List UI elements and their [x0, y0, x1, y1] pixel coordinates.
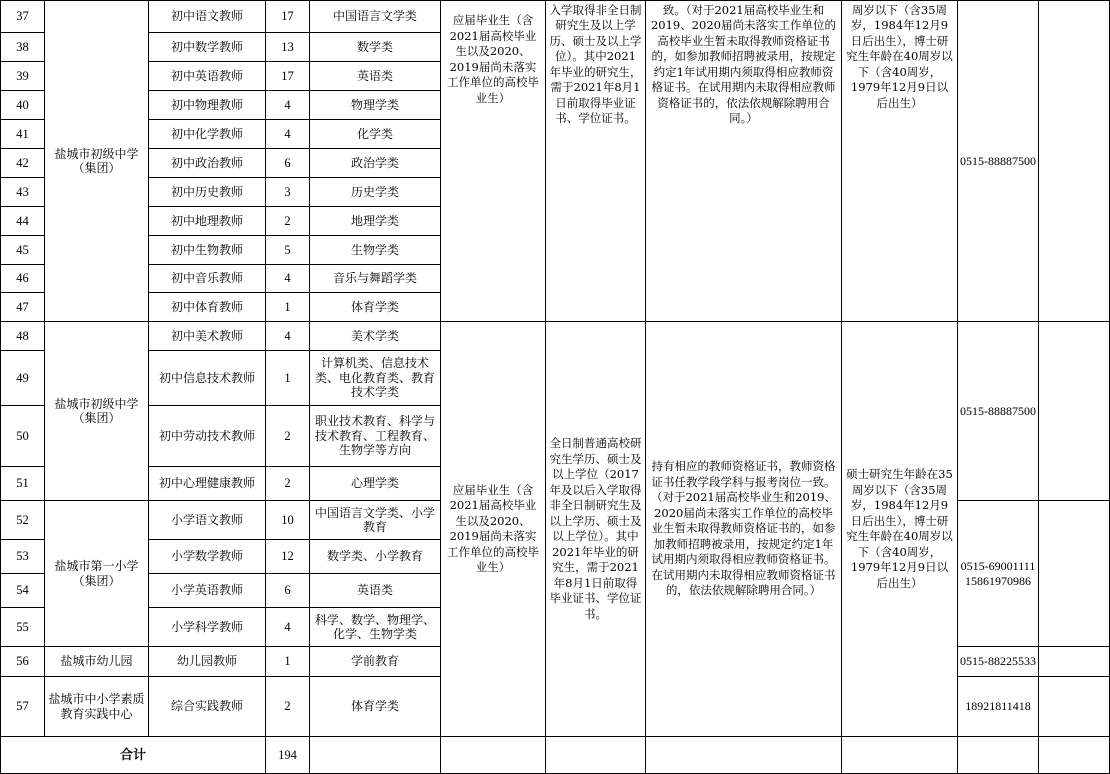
post-count-text: 12: [281, 549, 294, 563]
major-requirement: [309, 90, 441, 120]
education-requirement-text: 全日制普通高校研究生学历、硕士及以上学位（2017年及以后入学取得非全日制研究生及以上学历、硕士及以上学位）。其中2021年毕业的研究生，需于2021年8月1日前取得毕业证书、学位证书。: [549, 436, 642, 621]
major-requirement: [309, 676, 441, 737]
post-count: [265, 292, 310, 322]
post-name: [148, 0, 266, 33]
row-number-text: 54: [16, 583, 29, 597]
recruit-object-text: 应届毕业生（含2021届高校毕业生以及2020、2019届尚未落实工作单位的高校毕业生）: [447, 482, 539, 574]
post-count-text: 4: [284, 97, 291, 112]
post-count: [265, 539, 310, 574]
row-number: [0, 235, 45, 265]
major-requirement-text: 心理学类: [350, 476, 399, 491]
row-number-text: 55: [16, 619, 29, 634]
post-count-text: 3: [284, 184, 291, 199]
unit-name: [44, 321, 149, 501]
post-name-text: 初中音乐教师: [170, 271, 243, 286]
major-requirement-text: 职业技术教育、科学与技术教育、工程教育、生物学等方向: [314, 414, 435, 458]
post-name-text: 小学科学教师: [170, 619, 243, 634]
post-name: [148, 119, 266, 149]
post-count-text: 4: [284, 271, 291, 285]
row-number-text: 45: [16, 242, 29, 257]
post-count-text: 17: [281, 9, 294, 23]
major-requirement: [309, 405, 441, 467]
row-number: [0, 321, 45, 351]
major-requirement-text: 学前教育: [350, 654, 399, 669]
post-count: [265, 646, 310, 677]
major-requirement-text: 数学类、小学教育: [326, 549, 423, 564]
post-name-text: 初中心理健康教师: [158, 476, 255, 491]
post-name: [148, 90, 266, 120]
major-requirement: [309, 148, 441, 178]
post-name: [148, 466, 266, 501]
unit-name: [44, 676, 149, 737]
major-requirement-text: 历史学类: [350, 184, 399, 199]
row-number-text: 51: [16, 476, 29, 490]
major-requirement-text: 英语类: [356, 68, 393, 83]
row-number: [0, 177, 45, 207]
major-requirement: [309, 466, 441, 501]
row-number: [0, 90, 45, 120]
row-number-text: 41: [16, 126, 29, 141]
major-requirement: [309, 539, 441, 574]
post-name: [148, 264, 266, 293]
age-requirement-text: 硕士研究生年龄在35周岁以下（含35周岁，1984年12月9日后出生），博士研究生年龄在40周岁以下（含40周岁，1979年12月9日以后出生）: [846, 467, 953, 590]
post-count: [265, 148, 310, 178]
post-count: [265, 61, 310, 91]
total-empty-cell: [309, 736, 441, 774]
post-name: [148, 148, 266, 178]
row-number-text: 57: [16, 699, 29, 713]
unit-name-text: 盐城市第一小学（集团）: [54, 559, 139, 588]
post-name: [148, 32, 266, 62]
row-number: [0, 350, 45, 406]
education-requirement-text: 入学取得非全日制研究生及以上学历、硕士及以上学位）。其中2021年毕业的研究生，需于2021年8月1日前取得毕业证书、学位证书。: [549, 2, 642, 125]
row-number: [0, 646, 45, 677]
unit-name-text: 盐城市幼儿园: [60, 654, 133, 669]
post-name: [148, 177, 266, 207]
total-empty-cell: [841, 736, 958, 774]
row-number-text: 49: [16, 370, 29, 385]
post-count-text: 5: [284, 242, 291, 257]
unit-name-text: 盐城市初级中学（集团）: [54, 146, 139, 175]
row-number-text: 46: [16, 271, 29, 285]
other-requirement: [645, 321, 842, 737]
post-name: [148, 350, 266, 406]
row-number: [0, 119, 45, 149]
post-count-text: 13: [281, 39, 294, 54]
post-count-text: 4: [284, 126, 291, 141]
major-requirement: [309, 573, 441, 608]
post-name-text: 综合实践教师: [170, 699, 243, 714]
post-name: [148, 539, 266, 574]
row-number-text: 52: [16, 512, 29, 527]
total-empty-cell: [1038, 736, 1110, 774]
row-number: [0, 292, 45, 322]
total-label-text: 合计: [119, 747, 146, 763]
total-empty-cell: [645, 736, 842, 774]
row-number: [0, 0, 45, 33]
post-count-text: 10: [281, 512, 294, 527]
contact-phone: [957, 500, 1039, 647]
post-count: [265, 177, 310, 207]
total-empty-cell: [545, 736, 646, 774]
row-number: [0, 405, 45, 467]
row-number-text: 37: [16, 9, 29, 23]
major-requirement-text: 科学、数学、物理学、化学、生物学类: [314, 612, 435, 641]
age-requirement: [841, 321, 958, 737]
recruit-object-text: 应届毕业生（含2021届高校毕业生以及2020、2019届尚未落实工作单位的高校毕业生）: [447, 13, 539, 105]
post-count: [265, 676, 310, 737]
contact-phone: [957, 676, 1039, 737]
other-requirement-text: 致。（对于2021届高校毕业生和2019、2020届尚未落实工作单位的高校毕业生暂未取得教师资格证书的，如参加教师招聘被录用，按规定约定1年试用期内须取得相应教师资格证书。在试用期内未取得相应教师资格证书的，依法依规解除聘用合同。）: [650, 2, 837, 125]
row-number: [0, 573, 45, 608]
row-number: [0, 264, 45, 293]
row-number-text: 38: [16, 39, 29, 54]
post-name-text: 初中化学教师: [170, 126, 243, 141]
contact-phone-line-1: 0515-69001111: [960, 558, 1036, 573]
post-name-text: 初中劳动技术教师: [158, 428, 255, 443]
contact-phone-text: 18921811418: [965, 699, 1031, 713]
post-name: [148, 676, 266, 737]
post-count: [265, 607, 310, 647]
row-number: [0, 466, 45, 501]
remarks-cell: [1038, 0, 1110, 322]
post-name: [148, 235, 266, 265]
post-count-text: 2: [284, 699, 291, 713]
post-name-text: 初中生物教师: [170, 242, 243, 257]
major-requirement-text: 英语类: [356, 583, 393, 598]
post-count-text: 6: [284, 583, 291, 597]
post-name-text: 初中语文教师: [170, 9, 243, 24]
post-count-text: 4: [284, 328, 291, 343]
contact-phone-text: 0515-88887500: [960, 403, 1036, 418]
post-name-text: 初中物理教师: [170, 97, 243, 112]
contact-phone-text: 0515-88225533: [960, 654, 1036, 668]
post-name: [148, 573, 266, 608]
row-number-text: 47: [16, 299, 29, 314]
post-count-text: 1: [284, 654, 291, 668]
education-requirement: [545, 0, 646, 322]
post-count-text: 2: [284, 428, 291, 443]
other-requirement: [645, 0, 842, 322]
recruit-object: [440, 0, 546, 322]
major-requirement: [309, 32, 441, 62]
major-requirement-text: 体育学类: [350, 299, 399, 314]
major-requirement-text: 地理学类: [350, 213, 399, 228]
age-requirement-text: 周岁以下（含35周岁，1984年12月9日后出生），博士研究生年龄在40周岁以下（含40周岁，1979年12月9日以后出生）: [846, 2, 953, 110]
major-requirement-text: 政治学类: [350, 155, 399, 170]
post-name: [148, 292, 266, 322]
row-number-text: 40: [16, 97, 29, 112]
post-name-text: 初中体育教师: [170, 299, 243, 314]
post-name: [148, 500, 266, 540]
row-number: [0, 206, 45, 236]
major-requirement-text: 体育学类: [350, 699, 399, 714]
post-name-text: 小学数学教师: [170, 549, 243, 564]
post-count: [265, 235, 310, 265]
post-count-text: 6: [284, 155, 291, 170]
row-number: [0, 607, 45, 647]
post-name-text: 小学语文教师: [170, 512, 243, 527]
row-number-text: 53: [16, 549, 29, 563]
major-requirement: [309, 61, 441, 91]
major-requirement-text: 生物学类: [350, 242, 399, 257]
unit-name: [44, 646, 149, 677]
major-requirement: [309, 206, 441, 236]
contact-phone: [957, 646, 1039, 677]
post-count: [265, 264, 310, 293]
unit-name-text: 盐城市中小学素质教育实践中心: [48, 692, 145, 721]
remarks-cell: [1038, 646, 1110, 677]
row-number-text: 42: [16, 155, 29, 170]
major-requirement: [309, 321, 441, 351]
unit-name: [44, 0, 149, 322]
post-count-text: 1: [284, 370, 291, 385]
row-number-text: 50: [16, 428, 29, 443]
row-number-text: 39: [16, 68, 29, 83]
contact-phone: [957, 0, 1039, 322]
row-number: [0, 32, 45, 62]
row-number: [0, 539, 45, 574]
remarks-cell: [1038, 676, 1110, 737]
total-label: [0, 736, 266, 774]
major-requirement-text: 物理学类: [350, 97, 399, 112]
row-number: [0, 61, 45, 91]
major-requirement-text: 音乐与舞蹈学类: [332, 271, 417, 286]
post-count: [265, 350, 310, 406]
row-number: [0, 676, 45, 737]
post-count: [265, 119, 310, 149]
post-name: [148, 607, 266, 647]
post-name: [148, 405, 266, 467]
post-count: [265, 206, 310, 236]
post-name: [148, 206, 266, 236]
contact-phone: [957, 321, 1039, 501]
post-count: [265, 500, 310, 540]
remarks-cell: [1038, 321, 1110, 501]
post-name-text: 幼儿园教师: [176, 654, 237, 669]
row-number-text: 43: [16, 184, 29, 199]
post-name: [148, 646, 266, 677]
row-number: [0, 148, 45, 178]
row-number: [0, 500, 45, 540]
major-requirement-text: 中国语言文学类、小学教育: [314, 505, 435, 534]
major-requirement-text: 美术学类: [350, 328, 399, 343]
major-requirement: [309, 264, 441, 293]
post-name: [148, 321, 266, 351]
major-requirement: [309, 607, 441, 647]
post-name-text: 初中历史教师: [170, 184, 243, 199]
education-requirement: [545, 321, 646, 737]
major-requirement-text: 化学类: [356, 126, 393, 141]
major-requirement-text: 数学类: [356, 39, 393, 54]
post-name: [148, 61, 266, 91]
total-count: [265, 736, 310, 774]
recruit-object: [440, 321, 546, 737]
post-name-text: 初中数学教师: [170, 39, 243, 54]
major-requirement-text: 中国语言文学类: [332, 9, 417, 24]
post-name-text: 小学英语教师: [170, 583, 243, 598]
total-empty-cell: [440, 736, 546, 774]
total-count-text: 194: [278, 747, 297, 762]
post-count: [265, 405, 310, 467]
post-count: [265, 32, 310, 62]
unit-name-text: 盐城市初级中学（集团）: [54, 396, 139, 425]
remarks-cell: [1038, 500, 1110, 647]
total-empty-cell: [957, 736, 1039, 774]
post-count-text: 2: [284, 213, 291, 228]
post-count-text: 17: [281, 68, 294, 83]
contact-phone-line-2: 15861970986: [965, 573, 1031, 588]
post-count: [265, 321, 310, 351]
major-requirement: [309, 350, 441, 406]
major-requirement: [309, 500, 441, 540]
major-requirement: [309, 119, 441, 149]
unit-name: [44, 500, 149, 647]
post-count: [265, 573, 310, 608]
post-name-text: 初中美术教师: [170, 328, 243, 343]
major-requirement-text: 计算机类、信息技术类、电化教育类、教育技术学类: [314, 356, 435, 400]
post-count: [265, 466, 310, 501]
row-number-text: 44: [16, 213, 29, 228]
major-requirement: [309, 292, 441, 322]
other-requirement-text: 持有相应的教师资格证书，教师资格证书任教学段学科与报考岗位一致。（对于2021届高校毕业生和2019、2020届尚未落实工作单位的高校毕业生暂未取得教师资格证书的，如参加教师招聘被录用，按规定约定1年试用期内须取得相应教师资格证书。在试用期内未取得相应教师资格证书的，依法依规解除聘用合同。）: [650, 459, 837, 598]
post-name-text: 初中英语教师: [170, 68, 243, 83]
post-count-text: 1: [284, 299, 291, 314]
post-name-text: 初中地理教师: [170, 213, 243, 228]
contact-phone-text: 0515-88887500: [960, 153, 1036, 168]
post-count: [265, 0, 310, 33]
age-requirement: [841, 0, 958, 322]
post-count-text: 4: [284, 619, 291, 634]
major-requirement: [309, 0, 441, 33]
major-requirement: [309, 646, 441, 677]
row-number-text: 56: [16, 654, 29, 668]
post-count-text: 2: [284, 476, 291, 490]
post-name-text: 初中信息技术教师: [158, 370, 255, 385]
major-requirement: [309, 235, 441, 265]
post-count: [265, 90, 310, 120]
row-number-text: 48: [16, 328, 29, 343]
post-name-text: 初中政治教师: [170, 155, 243, 170]
major-requirement: [309, 177, 441, 207]
